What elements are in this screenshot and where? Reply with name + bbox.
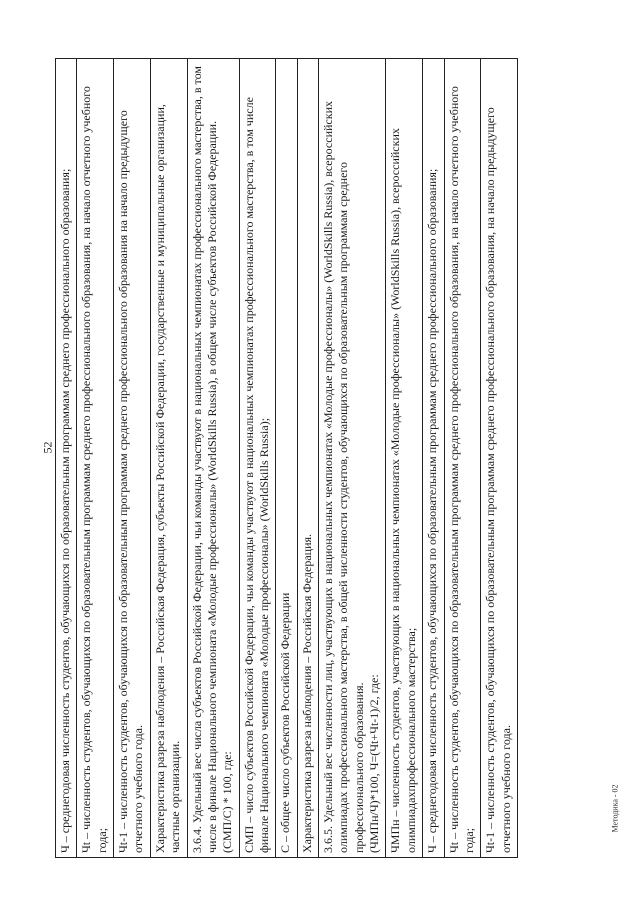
table-row <box>423 59 444 858</box>
page-number: 52 <box>40 441 55 454</box>
table-row <box>386 59 423 858</box>
table-row <box>239 59 276 858</box>
table-row <box>187 59 239 858</box>
table-row <box>150 59 187 858</box>
table-cell: Чt-1 – численность студентов, обучающихся по образовательным программам среднего профессионального образования, на начало предыдущего отчетного учебного года. <box>481 59 518 858</box>
table-cell: Ч – среднегодовая численность студентов, обучающихся по образовательным программам среднего профессионального образования; <box>423 59 444 858</box>
table-body <box>56 59 518 858</box>
methodology-table <box>55 58 518 858</box>
table-row <box>319 59 386 858</box>
table-cell: Характеристика разреза наблюдения – Российская Федерация, субъекты Российской Федерации, государственные и муниципальные организации, частные организации. <box>150 59 187 858</box>
table-row <box>56 59 77 858</box>
table-cell: СМП – число субъектов Российской Федерации, чьи команды участвуют в национальных чемпионатах профессионального мастерства, в том числе финале Национального чемпионата «Молодые профессионалы» (WorldSkills Russia); <box>239 59 276 858</box>
footer-label: Методика - 02 <box>610 784 620 833</box>
table-row <box>276 59 297 858</box>
table-cell: 3.6.5. Удельный вес численности лиц, участвующих в национальных чемпионатах «Молодые профессионалы» (WorldSkills Russia), всероссийских олимпиадах профессионального мастерства, в общей численности студентов, обучающихся по образовательным программам среднего профессионального образования. (ЧМПн/Ч)*100, Ч=(Чt+Чt-1)/2, где: <box>319 59 386 858</box>
table-cell: Чt – численность студентов, обучающихся по образовательным программам среднего профессионального образования, на начало отчетного учебного года; <box>444 59 481 858</box>
table-cell: 3.6.4. Удельный вес числа субъектов Российской Федерации, чьи команды участвуют в национальных чемпионатах профессионального мастерства, в том числе в финале Национального чемпионата «Молодые профессионалы» (WorldSkills Russia), в общем числе субъектов Российской Федерации. (СМП/С) * 100, где: <box>187 59 239 858</box>
table-row <box>297 59 318 858</box>
table-row <box>77 59 114 858</box>
table-cell: Чt – численность студентов, обучающихся по образовательным программам среднего профессионального образования, на начало отчетного учебного года; <box>77 59 114 858</box>
table-cell: Ч – среднегодовая численность студентов, обучающихся по образовательным программам среднего профессионального образования; <box>56 59 77 858</box>
table-cell: ЧМПн – численность студентов, участвующих в национальных чемпионатах «Молодые профессионалы» (WorldSkills Russia), всероссийских олимпиадахпрофессионального мастерства; <box>386 59 423 858</box>
table-row <box>444 59 481 858</box>
table-row <box>481 59 518 858</box>
table-cell: С – общее число субъектов Российской Федерации <box>276 59 297 858</box>
rotated-document-body <box>55 58 518 858</box>
table-cell: Чt-1 – численность студентов, обучающихся по образовательным программам среднего профессионального образования на начало предыдущего отчетного учебного года. <box>114 59 151 858</box>
table-cell: Характеристика разреза наблюдения – Российская Федерация. <box>297 59 318 858</box>
table-row <box>114 59 151 858</box>
